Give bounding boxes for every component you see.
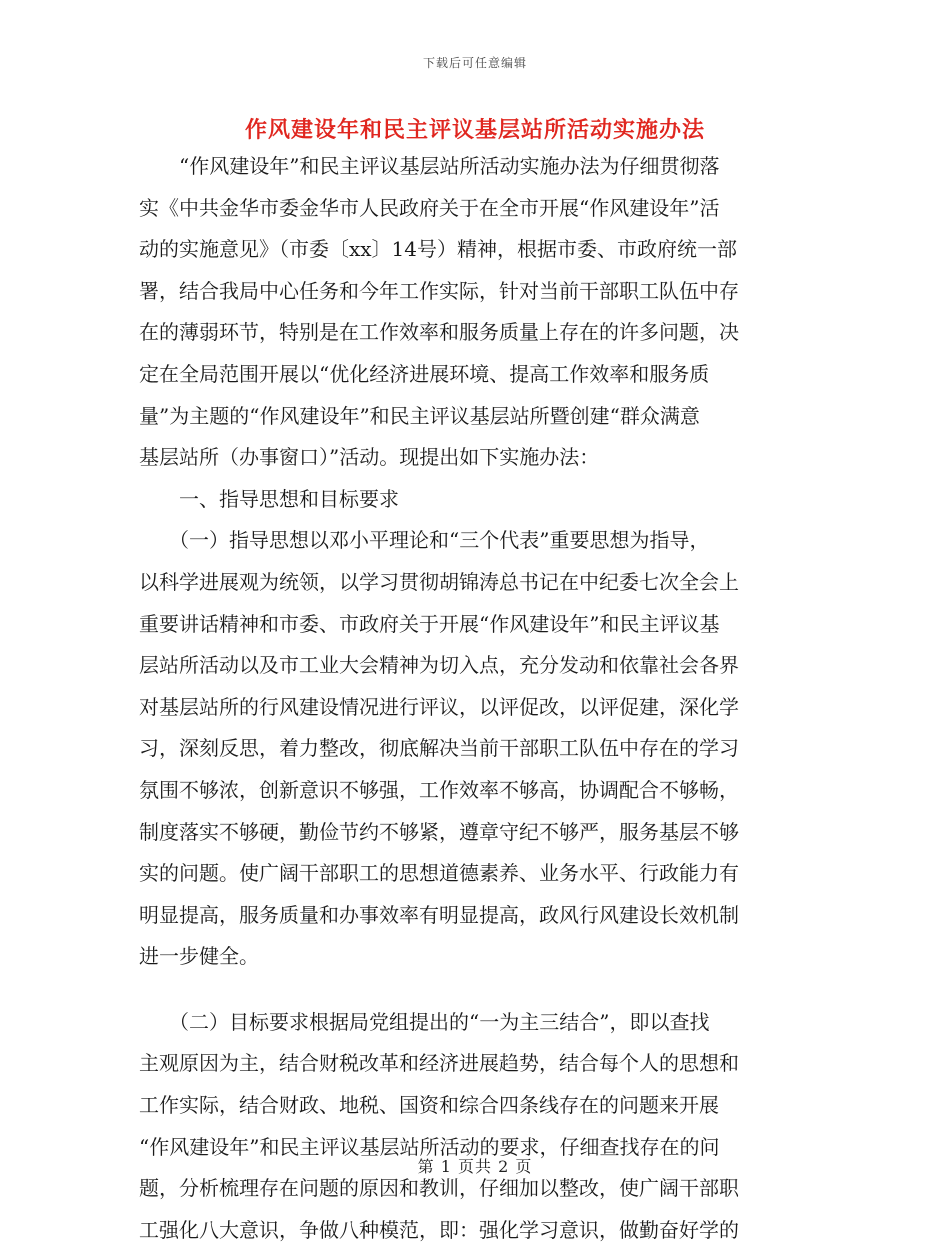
text-line: 以科学进展观为统领，以学习贯彻胡锦涛总书记在中纪委七次全会上 — [139, 569, 739, 594]
text-line: 习，深刻反思，着力整改，彻底解决当前干部职工队伍中存在的学习 — [139, 736, 739, 761]
text-line: 重要讲话精神和市委、市政府关于开展“作风建设年”和民主评议基 — [139, 611, 720, 636]
text-line: “作风建设年”和民主评议基层站所活动实施办法为仔细贯彻落 — [139, 154, 720, 178]
text-line: （一）指导思想以邓小平理论和“三个代表”重要思想为指导， — [139, 528, 710, 553]
text-line: 明显提高，服务质量和办事效率有明显提高，政风行风建设长效机制 — [139, 902, 739, 927]
text-line: 实的问题。使广阔干部职工的思想道德素养、业务水平、行政能力有 — [139, 861, 739, 886]
body-section-2 — [139, 1002, 809, 1251]
text-line: 制度落实不够硬，勤俭节约不够紧，遵章守纪不够严，服务基层不够 — [139, 819, 739, 844]
text-line: 工强化八大意识，争做八种模范，即：强化学习意识，做勤奋好学的 — [139, 1217, 739, 1242]
text-line: 实《中共金华市委金华市人民政府关于在全市开展“作风建设年”活 — [139, 195, 720, 220]
text-line: 一、指导思想和目标要求 — [139, 486, 399, 511]
text-line: 进一步健全。 — [139, 944, 259, 969]
text-line: 工作实际，结合财政、地税、国资和综合四条线存在的问题来开展 — [139, 1093, 719, 1118]
text-line: 对基层站所的行风建设情况进行评议，以评促改，以评促建，深化学 — [139, 694, 739, 719]
page-number: 第 1 页共 2 页 — [417, 1157, 533, 1176]
text-line: 定在全局范围开展以“优化经济进展环境、提高工作效率和服务质 — [139, 361, 710, 386]
text-line: 基层站所（办事窗口）”活动。现提出如下实施办法： — [139, 445, 600, 470]
text-line: 量”为主题的“作风建设年”和民主评议基层站所暨创建“群众满意 — [139, 403, 700, 428]
text-line: 题，分析梳理存在问题的原因和教训，仔细加以整改，使广阔干部职 — [139, 1176, 739, 1201]
text-line: “作风建设年”和民主评议基层站所活动的要求，仔细查找存在的问 — [139, 1134, 720, 1159]
paragraph-gap — [139, 978, 809, 1002]
text-line: 署，结合我局中心任务和今年工作实际，针对当前干部职工队伍中存 — [139, 278, 739, 303]
document-body — [139, 146, 809, 1251]
text-line: 层站所活动以及市工业大会精神为切入点，充分发动和依靠社会各界 — [139, 653, 739, 678]
text-line: 在的薄弱环节，特别是在工作效率和服务质量上存在的许多问题，决 — [139, 320, 739, 345]
text-line: 动的实施意见》（市委〔xx〕14号）精神，根据市委、市政府统一部 — [139, 237, 738, 262]
page-header: 下载后可任意编辑 — [422, 56, 527, 70]
document-title: 作风建设年和民主评议基层站所活动实施办法 — [244, 117, 705, 143]
text-line: 主观原因为主，结合财税改革和经济进展趋势，结合每个人的思想和 — [139, 1051, 739, 1076]
body-section-1 — [139, 146, 809, 978]
text-line: 氛围不够浓，创新意识不够强，工作效率不够高，协调配合不够畅， — [139, 777, 739, 802]
text-line: （二）目标要求根据局党组提出的“一为主三结合”，即以查找 — [139, 1009, 710, 1034]
